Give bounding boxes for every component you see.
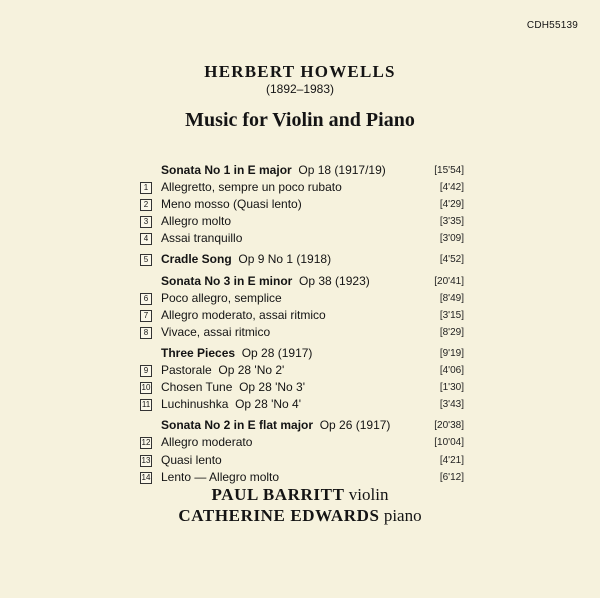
track-number: 3 — [140, 216, 152, 228]
work-title: Sonata No 2 in E flat major — [161, 418, 314, 433]
track-number: 11 — [141, 400, 151, 410]
work-heading — [0, 417, 600, 434]
composer-dates: (1892–1983) — [265, 82, 335, 96]
track-title: Lento — Allegro molto — [161, 469, 280, 484]
work-title: Three Pieces — [161, 345, 236, 360]
track-number: 6 — [140, 293, 152, 305]
work-title: Sonata No 1 in E major — [161, 163, 292, 177]
work-heading — [0, 251, 600, 268]
track-title: Pastorale — [161, 363, 212, 378]
track-row — [0, 179, 600, 196]
track-number: 12 — [141, 438, 151, 448]
track-row — [0, 362, 600, 379]
track-number: 9 — [140, 365, 152, 377]
track-duration: [3'09] — [439, 233, 464, 245]
work-duration: [20'38] — [434, 420, 464, 432]
track-duration: [4'21] — [439, 454, 464, 466]
catalog-number: CDH55139 — [526, 20, 578, 31]
track-number: 5 — [140, 254, 152, 266]
track-duration: [8'49] — [439, 292, 464, 304]
track-opus: Op 28 'No 3' — [239, 380, 306, 395]
track-duration: [4'42] — [439, 182, 464, 194]
work-duration: [15'54] — [434, 165, 464, 176]
track-title: Quasi lento — [161, 452, 222, 467]
work-opus: Op 38 (1923) — [299, 273, 370, 288]
work-opus: Op 18 (1917/19) — [298, 163, 386, 177]
track-number: 8 — [140, 327, 152, 339]
track-row — [0, 213, 600, 230]
track-row — [0, 396, 600, 413]
track-number: 2 — [140, 199, 152, 211]
track-number: 7 — [140, 310, 152, 322]
track-duration: [8'29] — [439, 326, 464, 338]
track-duration: [3'43] — [439, 399, 464, 411]
track-row — [0, 196, 600, 213]
track-duration: [3'15] — [439, 309, 464, 321]
composer-name: HERBERT HOWELLS — [204, 62, 396, 81]
work-title: Sonata No 3 in E minor — [161, 273, 293, 288]
track-row — [0, 452, 600, 469]
track-row — [0, 230, 600, 247]
performer-name: CATHERINE EDWARDS — [178, 506, 380, 525]
performer-line — [0, 505, 600, 526]
work-opus: Op 28 (1917) — [241, 345, 313, 360]
track-title: Luchinushka — [161, 397, 229, 412]
track-title: Vivace, assai ritmico — [161, 324, 271, 339]
track-title: Allegro moderato — [161, 435, 253, 450]
track-number: 4 — [140, 233, 152, 245]
track-title: Allegro moderato, assai ritmico — [161, 307, 326, 322]
work-heading — [0, 273, 600, 290]
performer-instrument: violin — [348, 485, 389, 504]
track-title: Assai tranquillo — [161, 231, 243, 246]
track-duration: [1'30] — [439, 382, 464, 394]
performers — [0, 484, 600, 526]
track-duration: [6'12] — [439, 471, 464, 483]
work-duration: [20'41] — [434, 275, 464, 287]
track-row — [0, 307, 600, 324]
track-number: 10 — [141, 383, 151, 393]
track-duration: [4'06] — [439, 365, 464, 377]
track-row — [0, 379, 600, 396]
track-number: 1 — [140, 182, 152, 194]
work-duration: [9'19] — [439, 347, 464, 359]
performer-instrument: piano — [383, 506, 422, 525]
performer-line — [0, 484, 600, 505]
work-opus: Op 9 No 1 (1918) — [238, 252, 332, 267]
track-number: 14 — [141, 472, 151, 482]
album-title: Music for Violin and Piano — [185, 109, 415, 131]
track-number: 13 — [141, 455, 151, 465]
track-row — [0, 290, 600, 307]
track-title: Allegro molto — [161, 214, 232, 229]
track-title: Meno mosso (Quasi lento) — [161, 197, 302, 212]
track-duration: [3'35] — [439, 216, 464, 228]
track-opus: Op 28 'No 2' — [218, 363, 285, 378]
track-duration: [4'29] — [439, 199, 464, 211]
track-list — [0, 162, 600, 486]
track-row — [0, 324, 600, 341]
work-opus: Op 26 (1917) — [319, 418, 391, 433]
performer-name: PAUL BARRITT — [211, 485, 345, 504]
work-title: Cradle Song — [161, 252, 232, 267]
work-duration: [4'52] — [439, 254, 464, 266]
track-duration: [10'04] — [434, 437, 464, 449]
work-heading — [0, 162, 600, 179]
track-row — [0, 434, 600, 451]
track-title: Poco allegro, semplice — [161, 290, 282, 305]
work-heading — [0, 345, 600, 362]
track-opus: Op 28 'No 4' — [235, 397, 302, 412]
track-title: Chosen Tune — [161, 380, 233, 395]
track-title: Allegretto, sempre un poco rubato — [161, 180, 342, 195]
